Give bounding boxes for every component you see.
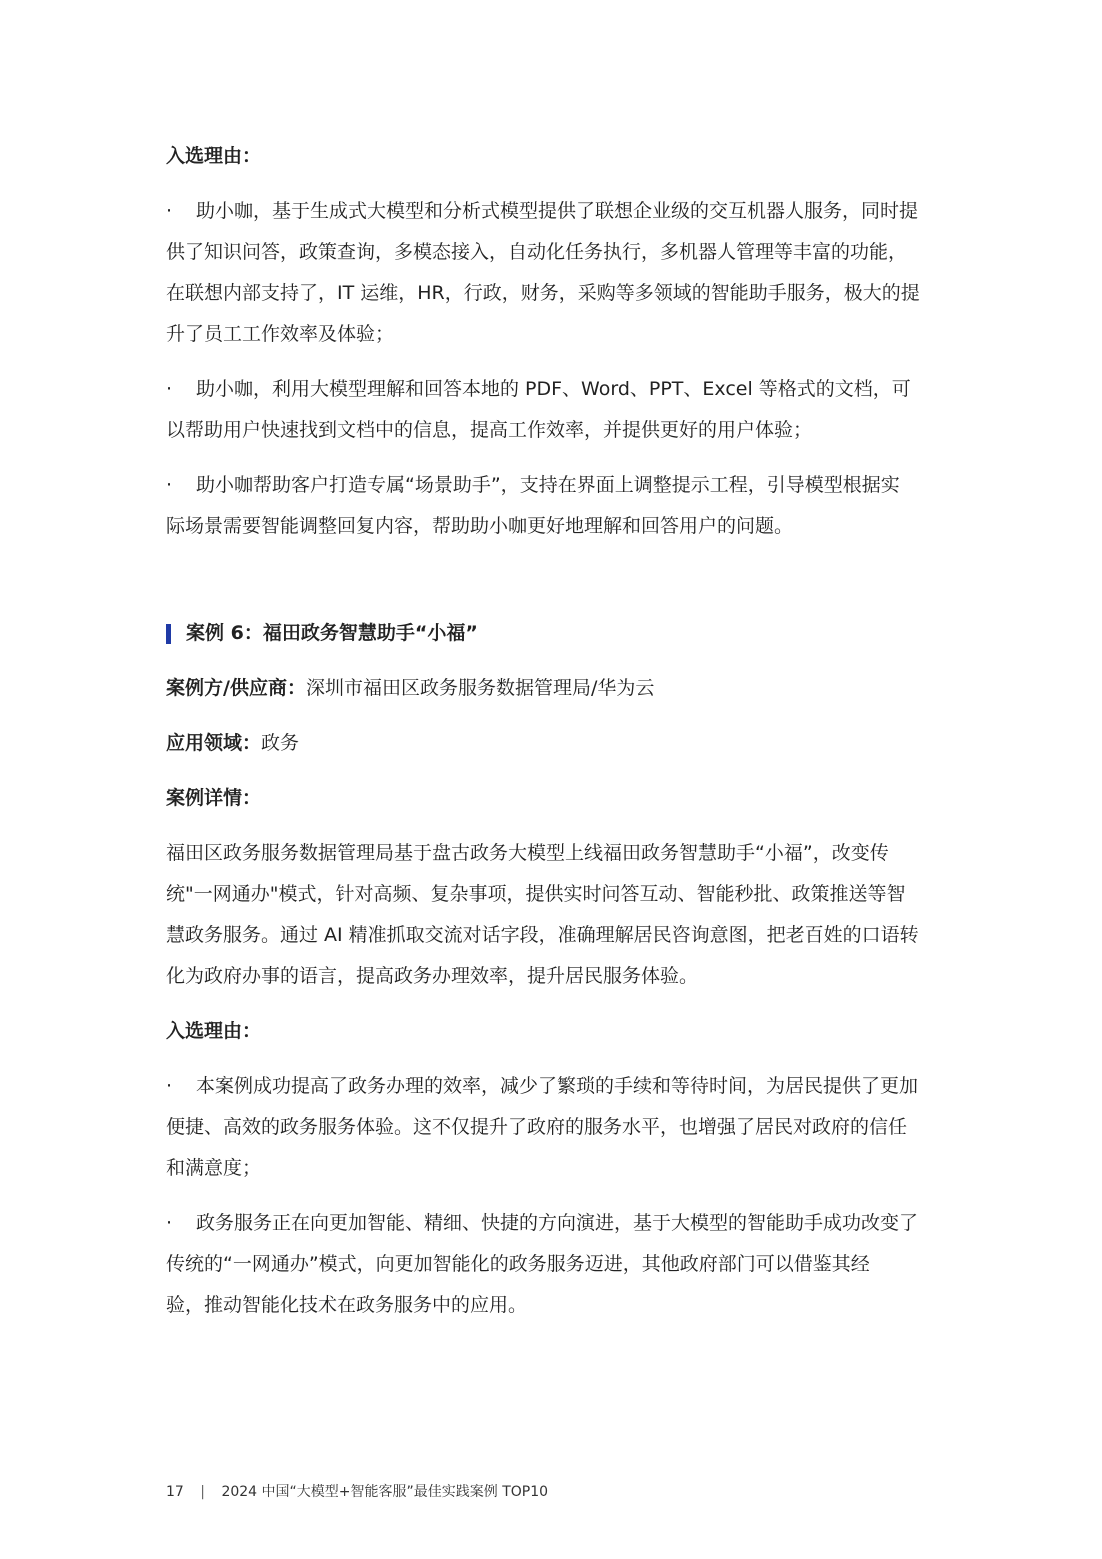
bullet-line: 助小咖帮助客户打造专属“场景助手”，支持在界面上调整提示工程，引导模型根据实 bbox=[196, 474, 900, 496]
bullet-1-1 bbox=[166, 191, 938, 355]
bullet-line: 在联想内部支持了，IT 运维，HR，行政，财务，采购等多领域的智能助手服务，极大的提 bbox=[166, 282, 920, 304]
bullet-line: 便捷、高效的政务服务体验。这不仅提升了政府的服务水平，也增强了居民对政府的信任 bbox=[166, 1116, 908, 1138]
bullet-line: 际场景需要智能调整回复内容，帮助助小咖更好地理解和回答用户的问题。 bbox=[166, 515, 794, 537]
case-title bbox=[166, 613, 938, 654]
reason-heading-2: 入选理由： bbox=[166, 1020, 262, 1042]
detail-line: 慧政务服务。通过 AI 精准抓取交流对话字段，准确理解居民咨询意图，把老百姓的口语转 bbox=[166, 924, 919, 946]
bullet-line: 助小咖，基于生成式大模型和分析式模型提供了联想企业级的交互机器人服务，同时提 bbox=[196, 200, 919, 222]
provider-value: 深圳市福田区政务服务数据管理局/华为云 bbox=[305, 677, 655, 699]
domain-label: 应用领域： bbox=[166, 732, 262, 754]
accent-bar bbox=[166, 624, 171, 644]
footer-separator: | bbox=[200, 1484, 205, 1500]
detail-heading: 案例详情： bbox=[166, 787, 262, 809]
bullet-line: 验，推动智能化技术在政务服务中的应用。 bbox=[166, 1294, 528, 1316]
case-title-text: 案例 6：福田政务智慧助手“小福” bbox=[186, 622, 478, 644]
page-content bbox=[166, 136, 938, 1326]
bullet-dot-icon: · bbox=[166, 200, 173, 222]
bullet-1-2 bbox=[166, 369, 938, 451]
domain-value: 政务 bbox=[261, 732, 300, 754]
provider-row bbox=[166, 668, 938, 709]
detail-line: 统"一网通办"模式，针对高频、复杂事项，提供实时问答互动、智能秒批、政策推送等智 bbox=[166, 883, 906, 905]
detail-line: 化为政府办事的语言，提高政务办理效率，提升居民服务体验。 bbox=[166, 965, 699, 987]
bullet-dot-icon: · bbox=[166, 1075, 173, 1097]
bullet-line: 供了知识问答，政策查询，多模态接入，自动化任务执行，多机器人管理等丰富的功能， bbox=[166, 241, 908, 263]
bullet-2-2 bbox=[166, 1203, 938, 1326]
page-number: 17 bbox=[166, 1484, 184, 1500]
bullet-line: 传统的“一网通办”模式，向更加智能化的政务服务迈进，其他政府部门可以借鉴其经 bbox=[166, 1253, 870, 1275]
detail-paragraph bbox=[166, 833, 938, 997]
page-footer bbox=[166, 1482, 548, 1502]
bullet-1-3 bbox=[166, 465, 938, 547]
provider-label: 案例方/供应商： bbox=[166, 677, 306, 699]
footer-doc-title: 2024 中国“大模型+智能客服”最佳实践案例 TOP10 bbox=[221, 1484, 549, 1500]
bullet-line: 以帮助用户快速找到文档中的信息，提高工作效率，并提供更好的用户体验； bbox=[166, 419, 813, 441]
bullet-line: 和满意度； bbox=[166, 1157, 262, 1179]
detail-line: 福田区政务服务数据管理局基于盘古政务大模型上线福田政务智慧助手“小福”，改变传 bbox=[166, 842, 889, 864]
bullet-line: 本案例成功提高了政务办理的效率，减少了繁琐的手续和等待时间，为居民提供了更加 bbox=[196, 1075, 919, 1097]
bullet-line: 升了员工工作效率及体验； bbox=[166, 323, 395, 345]
bullet-2-1 bbox=[166, 1066, 938, 1189]
bullet-dot-icon: · bbox=[166, 474, 173, 496]
domain-row bbox=[166, 723, 938, 764]
bullet-line: 助小咖，利用大模型理解和回答本地的 PDF、Word、PPT、Excel 等格式的文档，可 bbox=[196, 378, 911, 400]
bullet-line: 政务服务正在向更加智能、精细、快捷的方向演进，基于大模型的智能助手成功改变了 bbox=[196, 1212, 919, 1234]
reason-heading-1: 入选理由： bbox=[166, 145, 262, 167]
bullet-dot-icon: · bbox=[166, 1212, 173, 1234]
bullet-dot-icon: · bbox=[166, 378, 173, 400]
